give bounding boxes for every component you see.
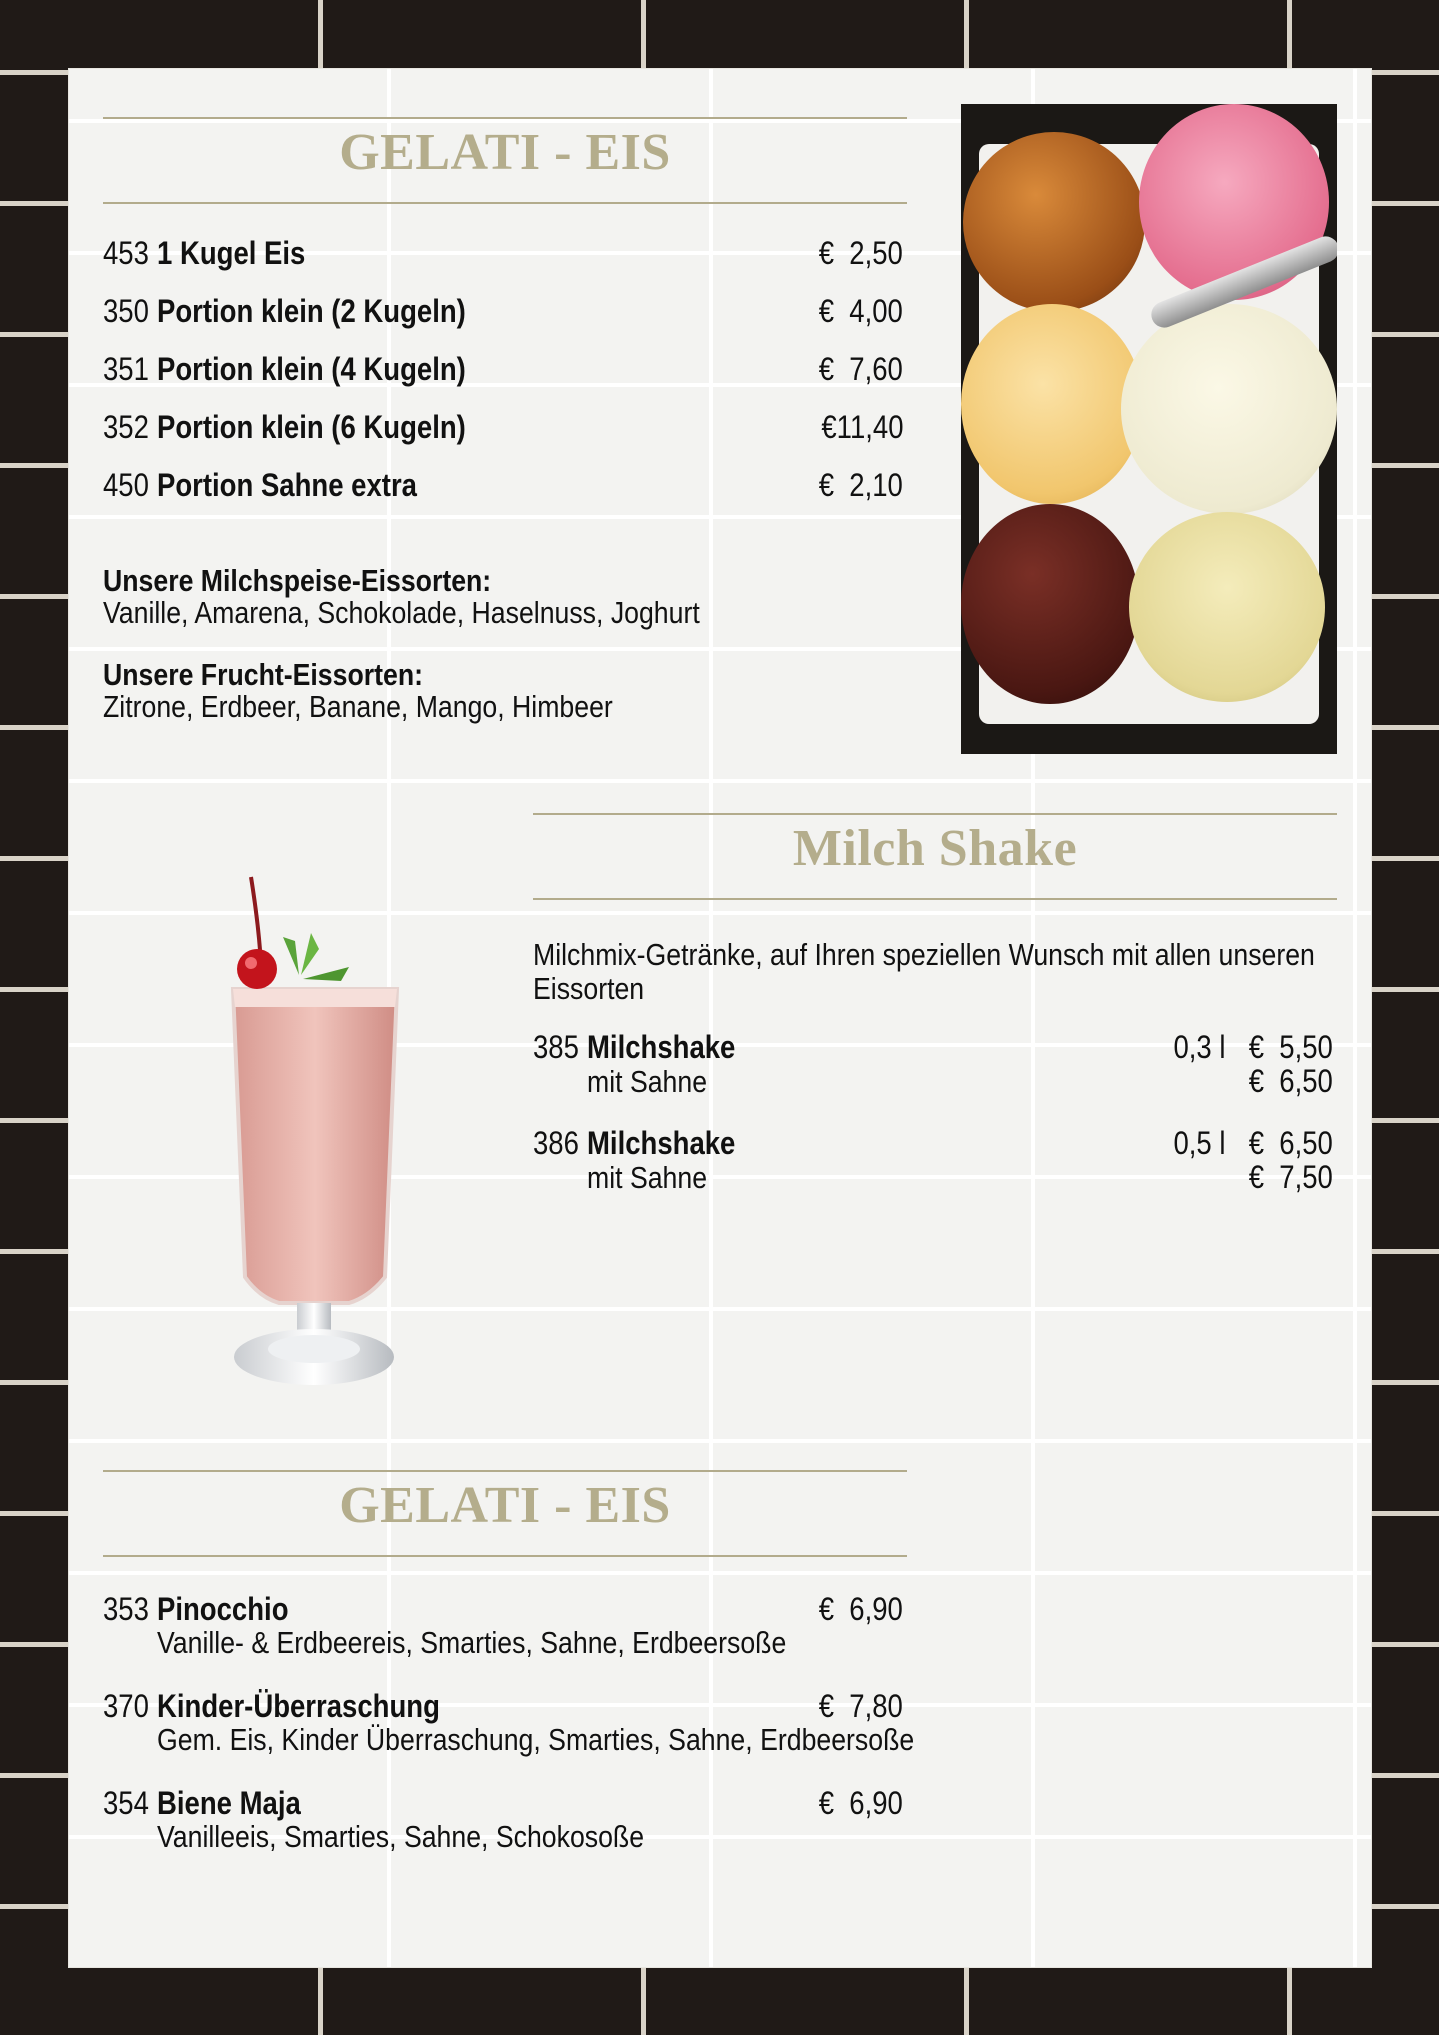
- item-number: 453: [103, 235, 149, 271]
- fruit-flavors-label: Unsere Frucht-Eissorten:: [103, 657, 423, 692]
- title-rule-top: [103, 117, 907, 119]
- item-price: € 6,90: [818, 1591, 903, 1627]
- title-rule-bottom: [103, 1555, 907, 1557]
- title-rule-top: [103, 1470, 907, 1472]
- item-price: €11,40: [820, 409, 903, 445]
- item-price: € 2,50: [818, 235, 903, 271]
- gelati-bottom-list: [103, 1591, 915, 1882]
- menu-sheet: [69, 69, 1371, 1967]
- item-number: 353: [103, 1591, 149, 1627]
- item-name: 1 Kugel Eis: [157, 235, 306, 271]
- intro-line: Eissorten: [533, 971, 645, 1006]
- section-title-milkshake: Milch Shake: [792, 820, 1078, 877]
- item-subtitle: mit Sahne: [587, 1064, 708, 1099]
- title-rule-bottom: [103, 202, 907, 204]
- item-price: € 4,00: [818, 293, 903, 329]
- title-rule-top: [533, 813, 1337, 815]
- section-title-gelati-top: GELATI - EIS: [339, 124, 671, 181]
- item-number: 354: [103, 1785, 149, 1821]
- menu-item: [103, 1785, 903, 1882]
- fruit-flavors-list: Zitrone, Erdbeer, Banane, Mango, Himbeer: [103, 689, 613, 724]
- item-price: € 6,90: [818, 1785, 903, 1821]
- milkshake-glass-illustration: [199, 857, 429, 1397]
- menu-item: [103, 351, 903, 409]
- intro-line: Milchmix-Getränke, auf Ihren speziellen Wunsch mit allen unseren: [533, 937, 1315, 972]
- milk-flavors-label: Unsere Milchspeise-Eissorten:: [103, 563, 492, 598]
- item-number: 370: [103, 1688, 149, 1724]
- item-name: Biene Maja: [157, 1785, 301, 1821]
- menu-item: [103, 1591, 903, 1688]
- ice-cream-photo: [961, 104, 1337, 754]
- item-name: Pinocchio: [157, 1591, 289, 1627]
- gelati-top-list: [103, 235, 903, 525]
- item-price-sub: € 6,50: [1248, 1063, 1333, 1099]
- item-name: Kinder-Überraschung: [157, 1688, 440, 1724]
- item-price: € 6,50: [1248, 1125, 1333, 1161]
- menu-item: [103, 293, 903, 351]
- item-number: 351: [103, 351, 149, 387]
- item-name: Portion klein (4 Kugeln): [157, 351, 466, 387]
- menu-item: [533, 1125, 1333, 1221]
- item-name: Portion klein (6 Kugeln): [157, 409, 466, 445]
- menu-item: [103, 235, 903, 293]
- item-number: 385: [533, 1029, 579, 1065]
- menu-item: [103, 467, 903, 525]
- item-number: 386: [533, 1125, 579, 1161]
- item-size: 0,5 l: [1173, 1125, 1226, 1161]
- title-rule-bottom: [533, 898, 1337, 900]
- item-number: 350: [103, 293, 149, 329]
- milk-flavors-list: Vanille, Amarena, Schokolade, Haselnuss, Joghurt: [103, 595, 700, 630]
- item-subtitle: mit Sahne: [587, 1160, 708, 1195]
- item-price: € 7,60: [818, 351, 903, 387]
- menu-item: [533, 1029, 1333, 1125]
- item-price: € 5,50: [1248, 1029, 1333, 1065]
- menu-item: [103, 409, 903, 467]
- item-size: 0,3 l: [1173, 1029, 1226, 1065]
- item-description: Vanille- & Erdbeereis, Smarties, Sahne, Erdbeersoße: [157, 1625, 787, 1660]
- item-price: € 2,10: [818, 467, 903, 503]
- milkshake-list: [533, 1029, 1333, 1221]
- item-name: Milchshake: [587, 1125, 736, 1161]
- item-name: Portion Sahne extra: [157, 467, 417, 503]
- item-description: Gem. Eis, Kinder Überraschung, Smarties, Sahne, Erdbeersoße: [157, 1722, 915, 1757]
- item-number: 450: [103, 467, 149, 503]
- milkshake-intro: [533, 937, 1337, 1005]
- item-name: Portion klein (2 Kugeln): [157, 293, 466, 329]
- item-price-sub: € 7,50: [1248, 1159, 1333, 1195]
- item-name: Milchshake: [587, 1029, 736, 1065]
- item-number: 352: [103, 409, 149, 445]
- flavor-info: [103, 563, 903, 724]
- item-price: € 7,80: [818, 1688, 903, 1724]
- item-description: Vanilleeis, Smarties, Sahne, Schokosoße: [157, 1819, 645, 1854]
- menu-item: [103, 1688, 915, 1785]
- section-title-gelati-bottom: GELATI - EIS: [339, 1477, 671, 1534]
